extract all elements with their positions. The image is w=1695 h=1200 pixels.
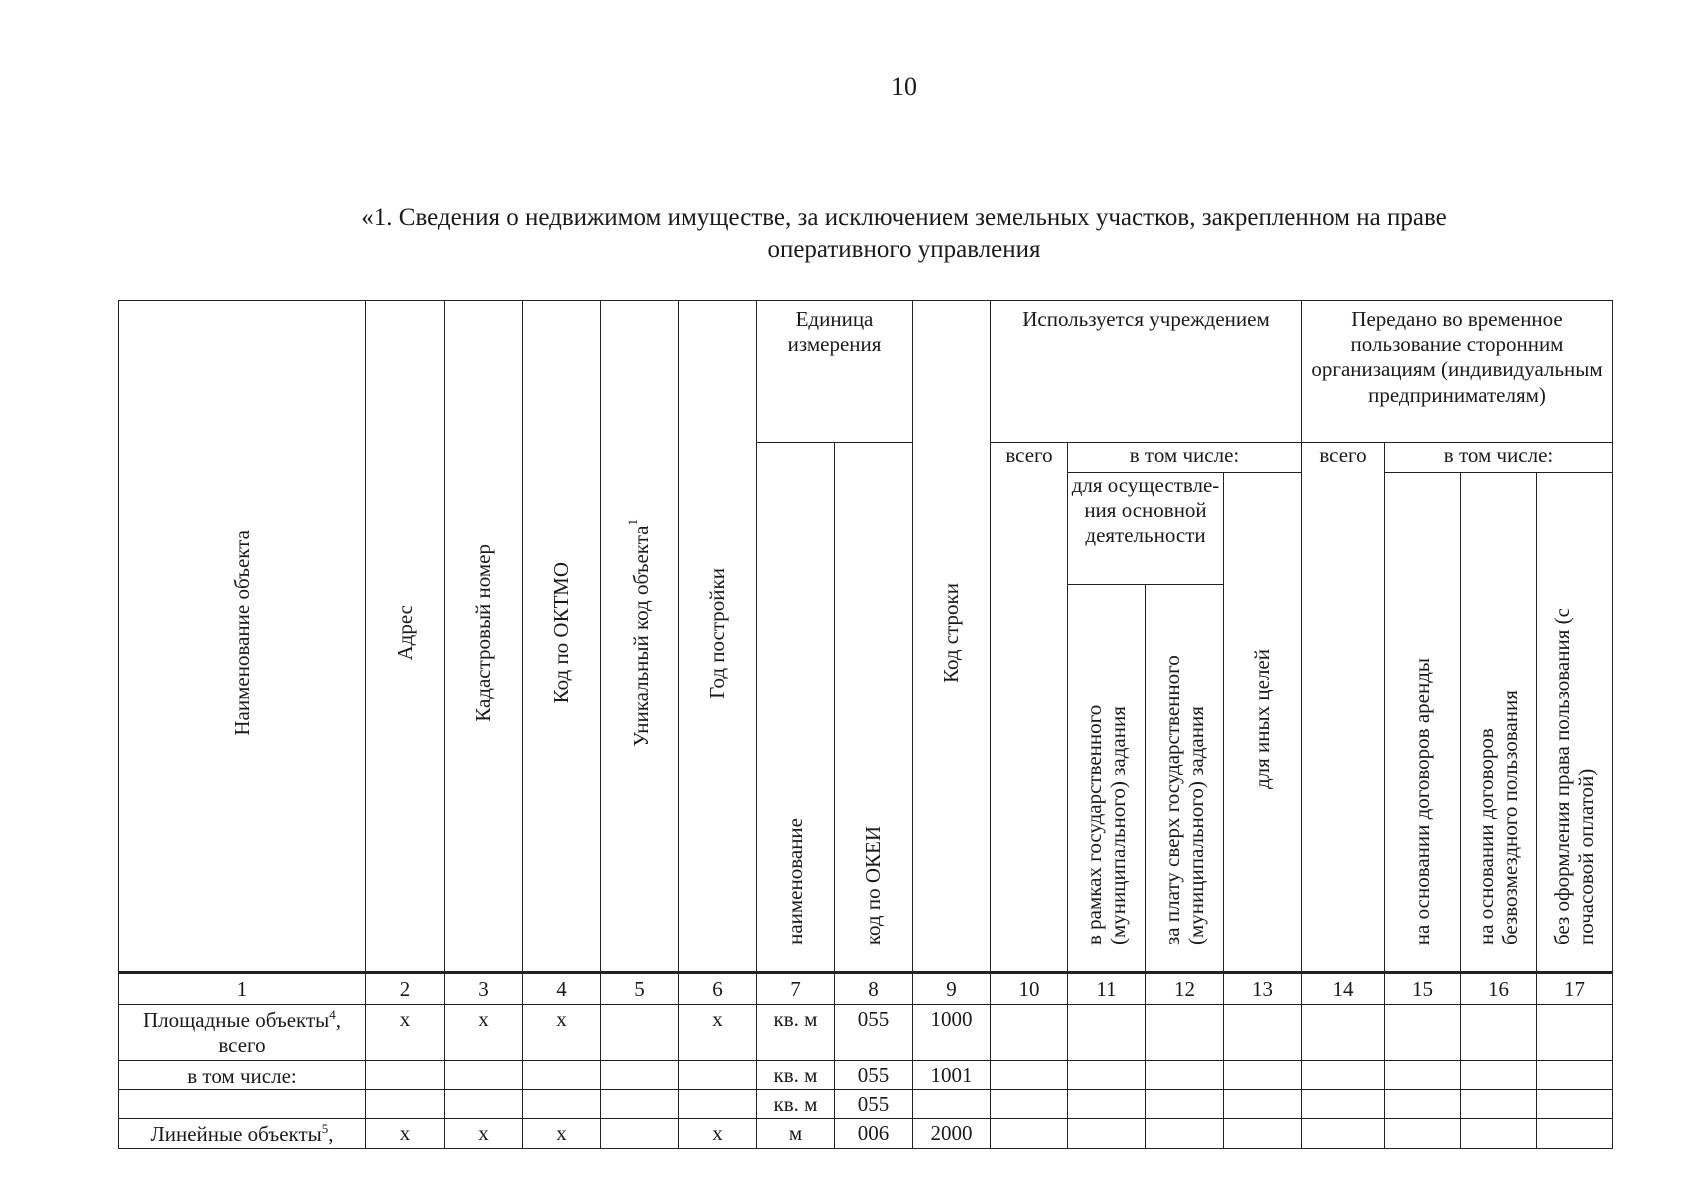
row-cadastral bbox=[445, 1061, 523, 1090]
row-cell bbox=[1146, 1005, 1224, 1061]
row-cell bbox=[1068, 1119, 1146, 1148]
header-row-code: Код строки bbox=[913, 301, 991, 973]
row-address bbox=[366, 1061, 445, 1090]
row-okei: 055 bbox=[835, 1061, 913, 1090]
row-cell bbox=[1146, 1090, 1224, 1119]
row-year bbox=[679, 1061, 757, 1090]
col-num: 1 bbox=[119, 973, 366, 1005]
property-table bbox=[118, 300, 1613, 1149]
row-unit: кв. м bbox=[757, 1005, 835, 1061]
row-unique bbox=[601, 1119, 679, 1148]
row-cell bbox=[991, 1005, 1068, 1061]
row-cell bbox=[1302, 1119, 1385, 1148]
row-cell bbox=[1146, 1061, 1224, 1090]
document-title bbox=[200, 202, 1608, 266]
row-cell bbox=[1224, 1061, 1302, 1090]
row-address: x bbox=[366, 1119, 445, 1148]
header-used-incl: в том числе: bbox=[1068, 443, 1302, 473]
row-cell bbox=[1537, 1061, 1613, 1090]
col-num: 7 bbox=[757, 973, 835, 1005]
table-row bbox=[119, 1061, 1613, 1090]
row-cell bbox=[991, 1090, 1068, 1119]
title-line-1: «1. Сведения о недвижимом имуществе, за исключением земельных участков, закрепленном на праве bbox=[361, 204, 1447, 231]
col-num: 5 bbox=[601, 973, 679, 1005]
row-unit: кв. м bbox=[757, 1061, 835, 1090]
row-cell bbox=[1385, 1090, 1461, 1119]
row-oktmo bbox=[523, 1061, 601, 1090]
row-oktmo bbox=[523, 1090, 601, 1119]
col-num: 2 bbox=[366, 973, 445, 1005]
col-num: 14 bbox=[1302, 973, 1385, 1005]
header-used-other: для иных целей bbox=[1224, 473, 1302, 973]
row-name: Линейные объекты$^5$, bbox=[119, 1119, 366, 1148]
header-tr-total: всего bbox=[1302, 443, 1385, 973]
row-cell bbox=[991, 1119, 1068, 1148]
row-year: x bbox=[679, 1005, 757, 1061]
row-code bbox=[913, 1090, 991, 1119]
col-num: 3 bbox=[445, 973, 523, 1005]
row-cell bbox=[1461, 1005, 1537, 1061]
header-used: Используется учреждением bbox=[991, 301, 1302, 443]
row-cell bbox=[1537, 1119, 1613, 1148]
row-code: 2000 bbox=[913, 1119, 991, 1148]
header-used-main-paid: за плату сверх государственного (муниципального) задания bbox=[1146, 585, 1224, 973]
row-cell bbox=[991, 1061, 1068, 1090]
row-year bbox=[679, 1090, 757, 1119]
row-unit: кв. м bbox=[757, 1090, 835, 1119]
col-num: 9 bbox=[913, 973, 991, 1005]
row-name: в том числе: bbox=[119, 1061, 366, 1090]
table-row bbox=[119, 1005, 1613, 1061]
row-cell bbox=[1461, 1090, 1537, 1119]
row-address: x bbox=[366, 1005, 445, 1061]
row-unique bbox=[601, 1090, 679, 1119]
row-address bbox=[366, 1090, 445, 1119]
header-tr-incl: в том числе: bbox=[1385, 443, 1613, 473]
row-cadastral: x bbox=[445, 1005, 523, 1061]
row-cell bbox=[1302, 1090, 1385, 1119]
row-unit: м bbox=[757, 1119, 835, 1148]
col-num: 11 bbox=[1068, 973, 1146, 1005]
row-cell bbox=[1461, 1119, 1537, 1148]
row-cell bbox=[1068, 1061, 1146, 1090]
row-name bbox=[119, 1090, 366, 1119]
row-cell bbox=[1537, 1090, 1613, 1119]
row-unique bbox=[601, 1005, 679, 1061]
col-num: 4 bbox=[523, 973, 601, 1005]
row-cadastral bbox=[445, 1090, 523, 1119]
col-num: 10 bbox=[991, 973, 1068, 1005]
header-unit-okei: код по ОКЕИ bbox=[835, 443, 913, 973]
col-num: 17 bbox=[1537, 973, 1613, 1005]
row-cell bbox=[1385, 1061, 1461, 1090]
page-number: 10 bbox=[891, 72, 917, 101]
row-okei: 055 bbox=[835, 1005, 913, 1061]
row-cadastral: x bbox=[445, 1119, 523, 1148]
row-cell bbox=[1385, 1119, 1461, 1148]
row-cell bbox=[1224, 1090, 1302, 1119]
header-cadastral: Кадастровый номер bbox=[445, 301, 523, 973]
row-cell bbox=[1224, 1005, 1302, 1061]
header-used-main: для осуществле-ния основной деятельности bbox=[1068, 473, 1224, 585]
row-cell bbox=[1224, 1119, 1302, 1148]
row-cell bbox=[1302, 1005, 1385, 1061]
col-num: 15 bbox=[1385, 973, 1461, 1005]
header-unique-code: Уникальный код объекта$^1$ bbox=[601, 301, 679, 973]
row-oktmo: x bbox=[523, 1119, 601, 1148]
header-tr-noform: без оформления права пользования (с почасовой оплатой) bbox=[1537, 473, 1613, 973]
column-number-row bbox=[119, 973, 1613, 1005]
row-cell bbox=[1068, 1090, 1146, 1119]
header-transferred: Передано во временное пользование сторонним организациям (индивидуальным предпринимателям) bbox=[1302, 301, 1613, 443]
col-num: 6 bbox=[679, 973, 757, 1005]
header-used-main-state: в рамках государственного (муниципального) задания bbox=[1068, 585, 1146, 973]
header-used-total: всего bbox=[991, 443, 1068, 973]
row-cell bbox=[1461, 1061, 1537, 1090]
row-year: x bbox=[679, 1119, 757, 1148]
col-num: 16 bbox=[1461, 973, 1537, 1005]
row-cell bbox=[1302, 1061, 1385, 1090]
row-name: Площадные объекты$^4$, всего bbox=[119, 1005, 366, 1061]
header-name: Наименование объекта bbox=[119, 301, 366, 973]
table-row bbox=[119, 1090, 1613, 1119]
row-unique bbox=[601, 1061, 679, 1090]
header-address: Адрес bbox=[366, 301, 445, 973]
row-code: 1001 bbox=[913, 1061, 991, 1090]
header-tr-free: на основании договоров безвозмездного пользования bbox=[1461, 473, 1537, 973]
col-num: 12 bbox=[1146, 973, 1224, 1005]
row-okei: 055 bbox=[835, 1090, 913, 1119]
row-code: 1000 bbox=[913, 1005, 991, 1061]
row-cell bbox=[1537, 1005, 1613, 1061]
title-line-2: оперативного управления bbox=[767, 236, 1041, 263]
header-oktmo: Код по ОКТМО bbox=[523, 301, 601, 973]
header-tr-lease: на основании договоров аренды bbox=[1385, 473, 1461, 973]
row-oktmo: x bbox=[523, 1005, 601, 1061]
row-cell bbox=[1068, 1005, 1146, 1061]
col-num: 13 bbox=[1224, 973, 1302, 1005]
row-okei: 006 bbox=[835, 1119, 913, 1148]
col-num: 8 bbox=[835, 973, 913, 1005]
header-unit: Единица измерения bbox=[757, 301, 913, 443]
table-row bbox=[119, 1119, 1613, 1148]
row-cell bbox=[1146, 1119, 1224, 1148]
row-cell bbox=[1385, 1005, 1461, 1061]
header-unit-name: наименование bbox=[757, 443, 835, 973]
header-year: Год постройки bbox=[679, 301, 757, 973]
